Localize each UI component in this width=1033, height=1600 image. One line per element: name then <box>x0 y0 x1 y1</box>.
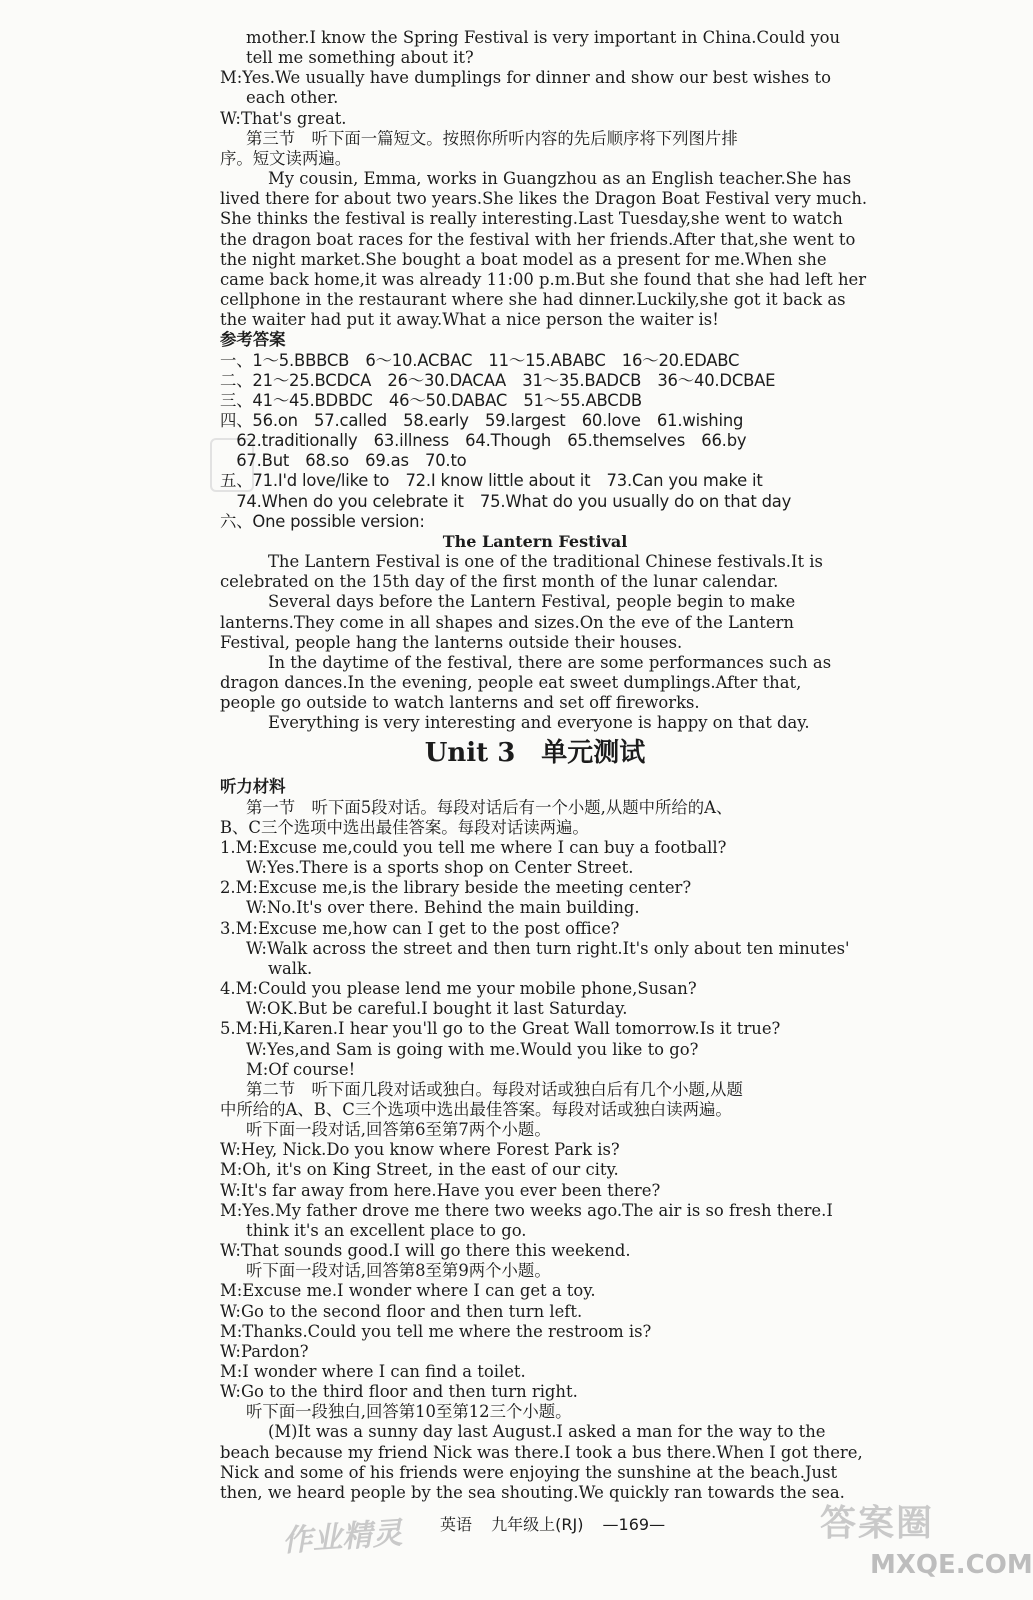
essay-line: The Lantern Festival is one of the traditional Chinese festivals.It is <box>268 552 823 572</box>
text-line: 听下面一段独白,回答第10至第12三个小题。 <box>246 1402 572 1422</box>
answer-line: 六、One possible version: <box>220 511 425 531</box>
answer-key <box>220 351 850 532</box>
answer-line: 62.traditionally 63.illness 64.Though 65.themselves 66.by <box>220 431 747 451</box>
text-line: W:It's far away from here.Have you ever been there? <box>220 1180 661 1200</box>
footer-page-number: —169— <box>602 1515 666 1534</box>
text-line: M:Yes.We usually have dumplings for dinner and show our best wishes to <box>220 68 831 88</box>
essay-line: Festival, people hang the lanterns outside their houses. <box>220 632 683 652</box>
unit-title: Unit 3 单元测试 <box>424 738 646 769</box>
text-line: W:That sounds good.I will go there this weekend. <box>220 1241 631 1261</box>
text-line: W:Go to the third floor and then turn right. <box>220 1382 578 1402</box>
text-line: 第二节 听下面几段对话或独白。每段对话或独白后有几个小题,从题 <box>246 1079 743 1099</box>
text-line: 3.M:Excuse me,how can I get to the post office? <box>220 918 620 938</box>
text-line: M:Oh, it's on King Street, in the east of our city. <box>220 1160 619 1180</box>
answers-heading: 参考答案 <box>220 330 286 350</box>
answer-line: 67.But 68.so 69.as 70.to <box>220 451 467 471</box>
text-line: W:Walk across the street and then turn right.It's only about ten minutes' <box>246 938 850 958</box>
text-line: cellphone in the restaurant where she had dinner.Luckily,she got it back as <box>220 290 846 310</box>
footer-grade: 九年级上(RJ) <box>491 1515 584 1534</box>
listening-heading: 听力材料 <box>220 777 286 797</box>
text-line: 听下面一段对话,回答第8至第9两个小题。 <box>246 1261 551 1281</box>
text-line: think it's an excellent place to go. <box>246 1220 527 1240</box>
text-line: the dragon boat races for the festival with her friends.After that,she went to <box>220 229 856 249</box>
text-line: W:Hey, Nick.Do you know where Forest Park is? <box>220 1140 620 1160</box>
text-line: 2.M:Excuse me,is the library beside the meeting center? <box>220 878 692 898</box>
text-line: B、C三个选项中选出最佳答案。每段对话读两遍。 <box>220 817 589 837</box>
text-line: 第三节 听下面一篇短文。按照你所听内容的先后顺序将下列图片排 <box>246 128 738 148</box>
text-line: came back home,it was already 11:00 p.m.But she found that she had left her <box>220 269 867 289</box>
text-line: then, we heard people by the sea shouting.We quickly ran towards the sea. <box>220 1482 845 1502</box>
text-line: M:Thanks.Could you tell me where the restroom is? <box>220 1321 652 1341</box>
text-line: My cousin, Emma, works in Guangzhou as an English teacher.She has <box>268 169 852 189</box>
text-line: lived there for about two years.She likes the Dragon Boat Festival very much. <box>220 189 868 209</box>
page-footer <box>440 1512 679 1535</box>
footer-subject: 英语 <box>440 1515 473 1534</box>
text-line: (M)It was a sunny day last August.I asked a man for the way to the <box>268 1422 826 1442</box>
listening-transcript-bottom <box>220 797 863 1503</box>
answer-line: 五、71.I'd love/like to 72.I know little about it 73.Can you make it <box>220 471 763 491</box>
text-line: 中所给的A、B、C三个选项中选出最佳答案。每段对话或独白读两遍。 <box>220 1099 732 1119</box>
text-line: 4.M:Could you please lend me your mobile phone,Susan? <box>220 979 697 999</box>
essay-line: Several days before the Lantern Festival, people begin to make <box>268 592 796 612</box>
watermark-url: MXQE.COM <box>870 1550 1033 1580</box>
answer-line: 一、1～5.BBBCB 6～10.ACBAC 11～15.ABABC 16～20.EDABC <box>220 350 740 370</box>
text-line: each other. <box>246 88 339 108</box>
text-line: the night market.She bought a boat model as a present for me.When she <box>220 249 827 269</box>
text-line: M:I wonder where I can find a toilet. <box>220 1362 526 1381</box>
answer-line: 三、41～45.BDBDC 46～50.DABAC 51～55.ABCDB <box>220 390 642 410</box>
text-line: beach because my friend Nick was there.I took a bus there.When I got there, <box>220 1442 863 1462</box>
text-line: W:Go to the second floor and then turn left. <box>220 1301 583 1321</box>
text-line: 序。短文读两遍。 <box>220 148 352 168</box>
text-line: the waiter had put it away.What a nice person the waiter is! <box>220 310 719 330</box>
answer-line: 二、21～25.BCDCA 26～30.DACAA 31～35.BADCB 36～40.DCBAE <box>220 370 776 390</box>
sample-essay <box>220 552 850 733</box>
text-line: W:OK.But be careful.I bought it last Saturday. <box>246 999 628 1019</box>
essay-title: The Lantern Festival <box>442 531 628 551</box>
essay-line: In the daytime of the festival, there are some performances such as <box>268 652 832 672</box>
text-line: 1.M:Excuse me,could you tell me where I can buy a football? <box>220 837 727 857</box>
answer-line: 四、56.on 57.called 58.early 59.largest 60.love 61.wishing <box>220 410 744 430</box>
text-line: W:Yes.There is a sports shop on Center Street. <box>246 858 634 878</box>
text-column <box>220 28 868 1503</box>
text-line: She thinks the festival is really interesting.Last Tuesday,she went to watch <box>220 209 843 229</box>
text-line: W:That's great. <box>220 108 347 128</box>
listening-transcript-top <box>220 28 868 330</box>
essay-line: dragon dances.In the evening, people eat sweet dumplings.After that, <box>220 673 802 692</box>
watermark-left: 作业精灵 <box>281 1515 404 1560</box>
text-line: M:Excuse me.I wonder where I can get a toy. <box>220 1281 596 1301</box>
text-line: 听下面一段对话,回答第6至第7两个小题。 <box>246 1120 551 1140</box>
text-line: tell me something about it? <box>246 48 474 68</box>
text-line: M:Of course! <box>246 1059 356 1079</box>
text-line: 第一节 听下面5段对话。每段对话后有一个小题,从题中所给的A、 <box>246 797 733 817</box>
text-line: M:Yes.My father drove me there two weeks ago.The air is so fresh there.I <box>220 1200 833 1220</box>
answer-line: 74.When do you celebrate it 75.What do you usually do on that day <box>220 491 792 511</box>
watermark-right-logo: 答案圈 <box>820 1503 935 1544</box>
essay-line: Everything is very interesting and everyone is happy on that day. <box>268 713 810 733</box>
text-line: 5.M:Hi,Karen.I hear you'll go to the Great Wall tomorrow.Is it true? <box>220 1019 781 1039</box>
essay-line: celebrated on the 15th day of the first month of the lunar calendar. <box>220 572 779 592</box>
text-line: W:No.It's over there. Behind the main building. <box>246 898 640 918</box>
essay-line: lanterns.They come in all shapes and sizes.On the eve of the Lantern <box>220 612 794 632</box>
text-line: Nick and some of his friends were enjoying the sunshine at the beach.Just <box>220 1462 838 1482</box>
text-line: walk. <box>268 958 313 978</box>
text-line: mother.I know the Spring Festival is very important in China.Could you <box>246 28 841 47</box>
essay-line: people go outside to watch lanterns and set off fireworks. <box>220 693 700 713</box>
text-line: W:Pardon? <box>220 1341 309 1361</box>
text-line: W:Yes,and Sam is going with me.Would you like to go? <box>246 1039 699 1059</box>
